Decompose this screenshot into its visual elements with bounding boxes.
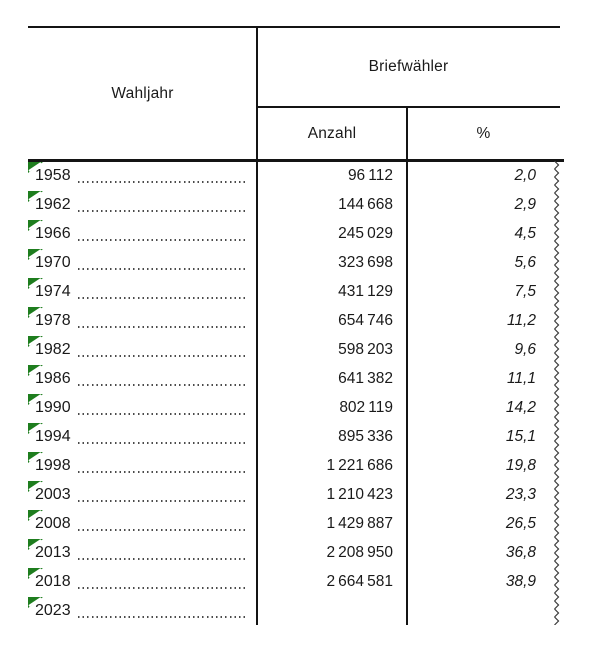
dotted-leader	[78, 239, 248, 241]
year-cell	[28, 277, 257, 306]
year-label: 2003	[35, 485, 71, 503]
anzahl-value: 431 129	[338, 282, 393, 300]
year-label: 1998	[35, 456, 71, 474]
percent-value: 11,1	[506, 369, 536, 387]
year-label: 2018	[35, 572, 71, 590]
anzahl-value: 1 210 423	[326, 485, 393, 503]
anzahl-value: 323 698	[338, 253, 393, 271]
anzahl-value: 2 664 581	[326, 572, 393, 590]
year-cell	[28, 393, 257, 422]
table-row	[28, 567, 560, 596]
year-cell	[28, 596, 257, 625]
year-cell	[28, 248, 257, 277]
percent-value: 15,1	[505, 427, 536, 445]
percent-value: 14,2	[505, 398, 536, 416]
year-label: 1966	[35, 224, 71, 242]
dotted-leader	[78, 616, 248, 618]
year-cell	[28, 451, 257, 480]
year-cell	[28, 480, 257, 509]
count-subheader: Anzahl	[307, 124, 357, 142]
dotted-leader	[78, 268, 248, 270]
year-label: 1970	[35, 253, 71, 271]
table-row	[28, 219, 560, 248]
percent-value: 9,6	[514, 340, 536, 358]
year-label: 1994	[35, 427, 71, 445]
anzahl-value: 802 119	[339, 398, 393, 416]
dotted-leader	[78, 297, 248, 299]
year-column-header: Wahljahr	[111, 84, 174, 102]
table-row	[28, 364, 560, 393]
table-body	[28, 161, 560, 625]
dotted-leader	[78, 384, 248, 386]
percent-value: 2,0	[514, 166, 536, 184]
percent-value: 38,9	[505, 572, 536, 590]
percent-value: 36,8	[505, 543, 536, 561]
anzahl-value: 641 382	[338, 369, 393, 387]
anzahl-value: 1 221 686	[326, 456, 393, 474]
year-label: 1990	[35, 398, 71, 416]
year-label: 2023	[35, 601, 71, 619]
table-row	[28, 422, 560, 451]
year-label: 1974	[35, 282, 71, 300]
year-cell	[28, 509, 257, 538]
percent-value: 5,6	[514, 253, 536, 271]
year-cell	[28, 567, 257, 596]
table-row	[28, 393, 560, 422]
percent-value: 2,9	[514, 195, 536, 213]
table-row	[28, 451, 560, 480]
group-header: Briefwähler	[368, 58, 449, 75]
table-row	[28, 480, 560, 509]
percent-value: 23,3	[505, 485, 536, 503]
percent-subheader: %	[476, 124, 491, 142]
anzahl-value: 144 668	[338, 195, 393, 213]
year-label: 2013	[35, 543, 71, 561]
percent-value: 19,8	[505, 456, 536, 474]
year-label: 1982	[35, 340, 71, 358]
table-row	[28, 335, 560, 364]
table-row	[28, 277, 560, 306]
dotted-leader	[78, 355, 248, 357]
dotted-leader	[78, 413, 248, 415]
year-label: 2008	[35, 514, 71, 532]
table-row	[28, 596, 560, 625]
dotted-leader	[78, 181, 248, 183]
year-cell	[28, 219, 257, 248]
year-label: 1962	[35, 195, 71, 213]
year-label: 1986	[35, 369, 71, 387]
table-row	[28, 161, 560, 190]
percent-value: 26,5	[505, 514, 536, 532]
dotted-leader	[78, 529, 248, 531]
year-cell	[28, 190, 257, 219]
percent-value: 11,2	[506, 311, 536, 329]
table-row	[28, 306, 560, 335]
dotted-leader	[78, 210, 248, 212]
percent-value: 4,5	[514, 224, 536, 242]
table-row	[28, 190, 560, 219]
anzahl-value: 1 429 887	[326, 514, 393, 532]
table-row	[28, 248, 560, 277]
year-cell	[28, 161, 257, 190]
year-cell	[28, 364, 257, 393]
dotted-leader	[78, 471, 248, 473]
dotted-leader	[78, 587, 248, 589]
anzahl-value: 245 029	[338, 224, 393, 242]
anzahl-value: 2 208 950	[326, 543, 393, 561]
year-cell	[28, 422, 257, 451]
year-cell	[28, 538, 257, 567]
table-row	[28, 509, 560, 538]
anzahl-value: 96 112	[347, 166, 393, 184]
anzahl-value: 598 203	[338, 340, 393, 358]
year-label: 1958	[35, 166, 71, 184]
year-cell	[28, 335, 257, 364]
dotted-leader	[78, 558, 248, 560]
percent-value: 7,5	[514, 282, 536, 300]
dotted-leader	[78, 500, 248, 502]
anzahl-value: 895 336	[338, 427, 393, 445]
table-row	[28, 538, 560, 567]
anzahl-value: 654 746	[338, 311, 393, 329]
dotted-leader	[78, 442, 248, 444]
year-cell	[28, 306, 257, 335]
year-label: 1978	[35, 311, 71, 329]
dotted-leader	[78, 326, 248, 328]
